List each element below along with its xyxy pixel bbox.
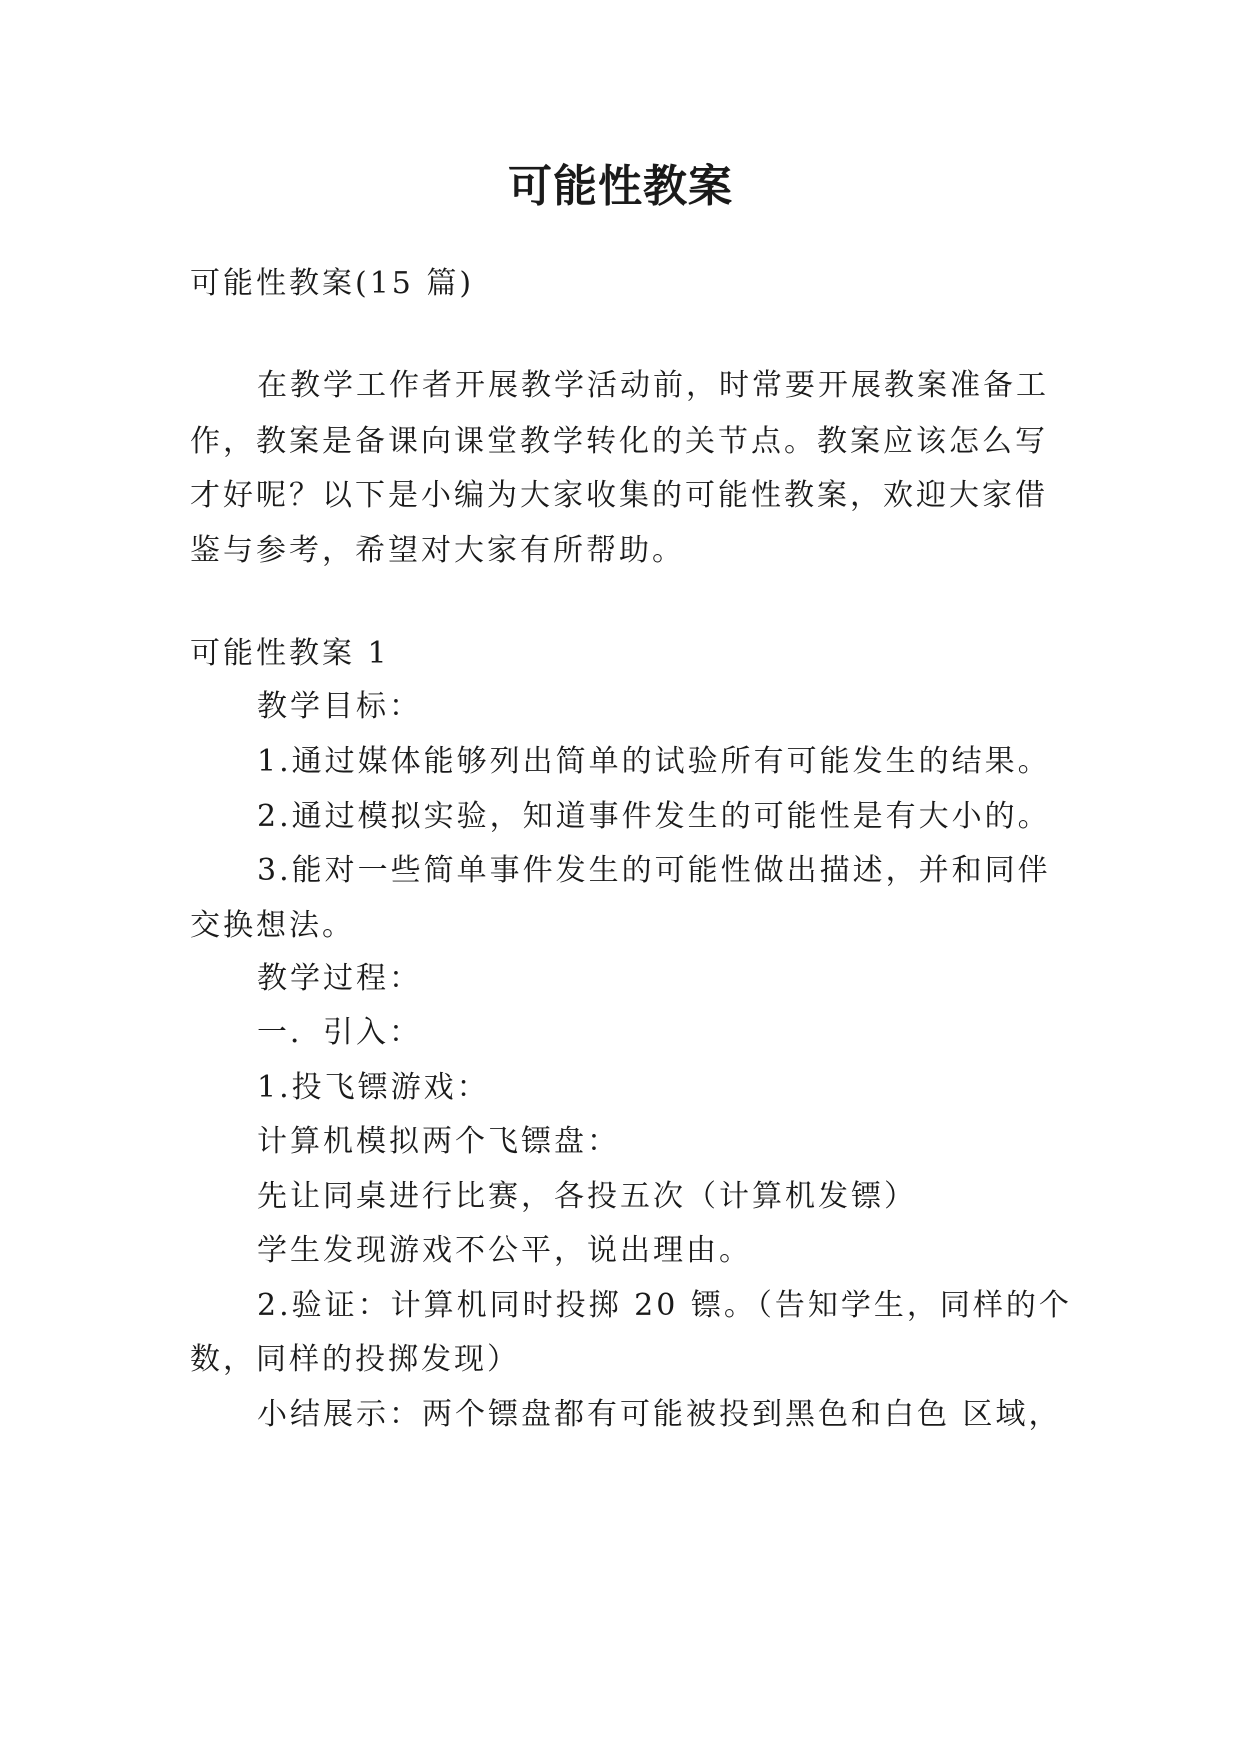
objective-line-1: 1.通过媒体能够列出简单的试验所有可能发生的结果。 xyxy=(257,744,1051,779)
objective-line-4: 交换想法。 xyxy=(190,908,355,943)
process-line-7: 数，同样的投掷发现） xyxy=(190,1342,520,1377)
intro-line-1: 在教学工作者开展教学活动前，时常要开展教案准备工 xyxy=(257,368,1049,403)
objective-line-2: 2.通过模拟实验，知道事件发生的可能性是有大小的。 xyxy=(257,799,1051,834)
process-line-4: 先让同桌进行比赛，各投五次（计算机发镖） xyxy=(257,1179,917,1214)
process-heading: 教学过程： xyxy=(257,961,422,996)
process-line-5: 学生发现游戏不公平，说出理由。 xyxy=(257,1233,752,1268)
intro-line-2: 作，教案是备课向课堂教学转化的关节点。教案应该怎么写 xyxy=(190,424,1048,459)
section-heading: 可能性教案 1 xyxy=(190,636,390,671)
page-title: 可能性教案 xyxy=(508,161,733,212)
objective-line-3: 3.能对一些简单事件发生的可能性做出描述，并和同伴 xyxy=(257,853,1051,888)
intro-line-4: 鉴与参考，希望对大家有所帮助。 xyxy=(190,533,685,568)
intro-line-3: 才好呢？以下是小编为大家收集的可能性教案，欢迎大家借 xyxy=(190,478,1048,513)
document-subtitle: 可能性教案(15 篇) xyxy=(190,266,475,301)
process-line-2: 1.投飞镖游戏： xyxy=(257,1070,490,1105)
process-line-3: 计算机模拟两个飞镖盘： xyxy=(257,1124,620,1159)
process-line-6: 2.验证：计算机同时投掷 20 镖。（告知学生，同样的个 xyxy=(257,1288,1072,1323)
process-line-8: 小结展示：两个镖盘都有可能被投到黑色和白色 区域， xyxy=(257,1397,1062,1432)
objectives-heading: 教学目标： xyxy=(257,689,422,724)
process-line-1: 一．引入： xyxy=(257,1015,422,1050)
